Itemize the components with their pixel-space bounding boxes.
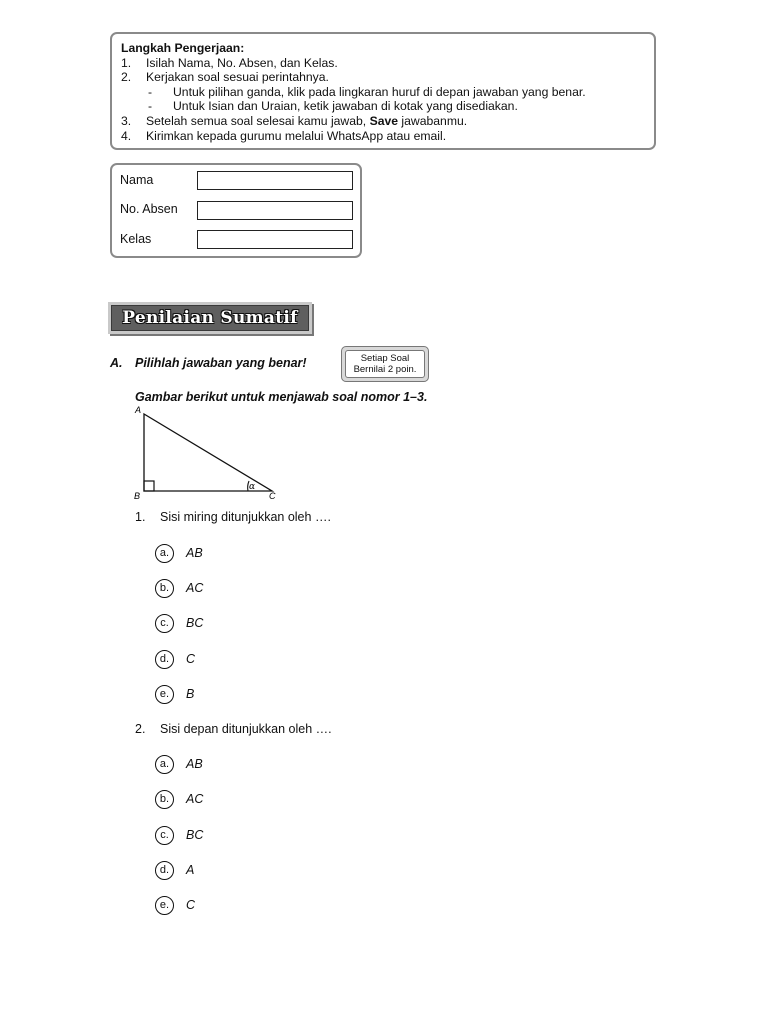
option-text: AC (186, 792, 204, 806)
instruction-substep (121, 99, 645, 114)
q2-option-a[interactable] (155, 753, 203, 775)
option-text: AC (186, 581, 204, 595)
figure-caption: Gambar berikut untuk menjawab soal nomor 1–3. (135, 390, 428, 404)
step-text: Kirimkan kepada gurumu melalui WhatsApp atau email. (146, 128, 447, 143)
identity-form (110, 163, 362, 258)
substep-text: Untuk pilihan ganda, klik pada lingkaran huruf di depan jawaban yang benar. (173, 84, 586, 99)
q2-option-b[interactable] (155, 788, 203, 810)
points-badge-inner (345, 350, 425, 378)
q2-option-e[interactable] (155, 894, 195, 916)
no-absen-input[interactable] (197, 201, 353, 220)
points-line-2: Bernilai 2 poin. (353, 364, 417, 375)
nama-input[interactable] (197, 171, 353, 190)
step-text: Isilah Nama, No. Absen, dan Kelas. (146, 55, 338, 70)
step-text: Kerjakan soal sesuai perintahnya. (146, 70, 329, 85)
step-text-part: jawabanmu. (398, 113, 468, 128)
q2-option-d[interactable] (155, 859, 194, 881)
option-text: C (186, 652, 196, 666)
section-letter: A. (110, 356, 123, 370)
instruction-substep (121, 85, 645, 100)
step-number: 3. (121, 113, 132, 128)
question-1 (135, 510, 331, 524)
instructions-box (110, 32, 656, 150)
step-number: 2. (121, 70, 132, 85)
option-letter-circle[interactable]: e. (155, 685, 174, 704)
nama-label: Nama (120, 173, 154, 187)
instruction-step (121, 114, 645, 129)
option-text: AB (186, 757, 203, 771)
question-number: 1. (135, 510, 146, 524)
save-keyword: Save (369, 113, 399, 128)
option-text: A (186, 863, 195, 877)
option-text: C (186, 898, 196, 912)
banner-inner (111, 305, 309, 331)
step-text (146, 114, 467, 129)
vertex-c-label: C (269, 491, 276, 501)
step-text-part: Setelah semua soal selesai kamu jawab, (146, 113, 370, 128)
option-text: BC (186, 828, 204, 842)
points-badge (341, 346, 429, 382)
option-letter-circle[interactable]: b. (155, 790, 174, 809)
q1-option-e[interactable] (155, 683, 194, 705)
option-letter-circle[interactable]: e. (155, 896, 174, 915)
section-a-heading (110, 356, 307, 370)
instruction-step (121, 56, 645, 71)
question-text: Sisi depan ditunjukkan oleh …. (160, 722, 332, 736)
section-title: Pilihlah jawaban yang benar! (135, 356, 307, 370)
option-letter-circle[interactable]: a. (155, 755, 174, 774)
kelas-label: Kelas (120, 232, 152, 246)
instructions-title: Langkah Pengerjaan: (121, 41, 245, 55)
substep-dash: - (148, 99, 153, 114)
no-absen-label: No. Absen (120, 202, 178, 216)
option-letter-circle[interactable]: c. (155, 614, 174, 633)
instruction-step (121, 129, 645, 144)
angle-alpha-label: α (249, 482, 256, 492)
substep-text: Untuk Isian dan Uraian, ketik jawaban di kotak yang disediakan. (173, 99, 518, 114)
right-triangle-figure (128, 403, 288, 503)
substep-dash: - (148, 84, 153, 99)
vertex-b-label: B (134, 491, 141, 501)
option-text: BC (186, 616, 204, 630)
question-2 (135, 722, 332, 736)
option-text: B (186, 687, 195, 701)
option-letter-circle[interactable]: c. (155, 826, 174, 845)
option-letter-circle[interactable]: a. (155, 544, 174, 563)
q1-option-c[interactable] (155, 612, 203, 634)
option-letter-circle[interactable]: b. (155, 579, 174, 598)
section-banner (108, 302, 312, 334)
points-line-1: Setiap Soal (360, 353, 410, 364)
kelas-input[interactable] (197, 230, 353, 249)
vertex-a-label: A (135, 405, 142, 415)
question-text: Sisi miring ditunjukkan oleh …. (160, 510, 331, 524)
q1-option-d[interactable] (155, 648, 195, 670)
step-number: 4. (121, 128, 132, 143)
option-letter-circle[interactable]: d. (155, 650, 174, 669)
option-text: AB (186, 546, 203, 560)
q1-option-b[interactable] (155, 577, 203, 599)
instruction-step (121, 70, 645, 85)
q1-option-a[interactable] (155, 542, 203, 564)
step-number: 1. (121, 55, 132, 70)
q2-option-c[interactable] (155, 824, 203, 846)
banner-title: Penilaian Sumatif (122, 308, 298, 328)
option-letter-circle[interactable]: d. (155, 861, 174, 880)
question-number: 2. (135, 722, 146, 736)
triangle-shape (144, 414, 272, 491)
right-angle-marker (144, 481, 154, 491)
